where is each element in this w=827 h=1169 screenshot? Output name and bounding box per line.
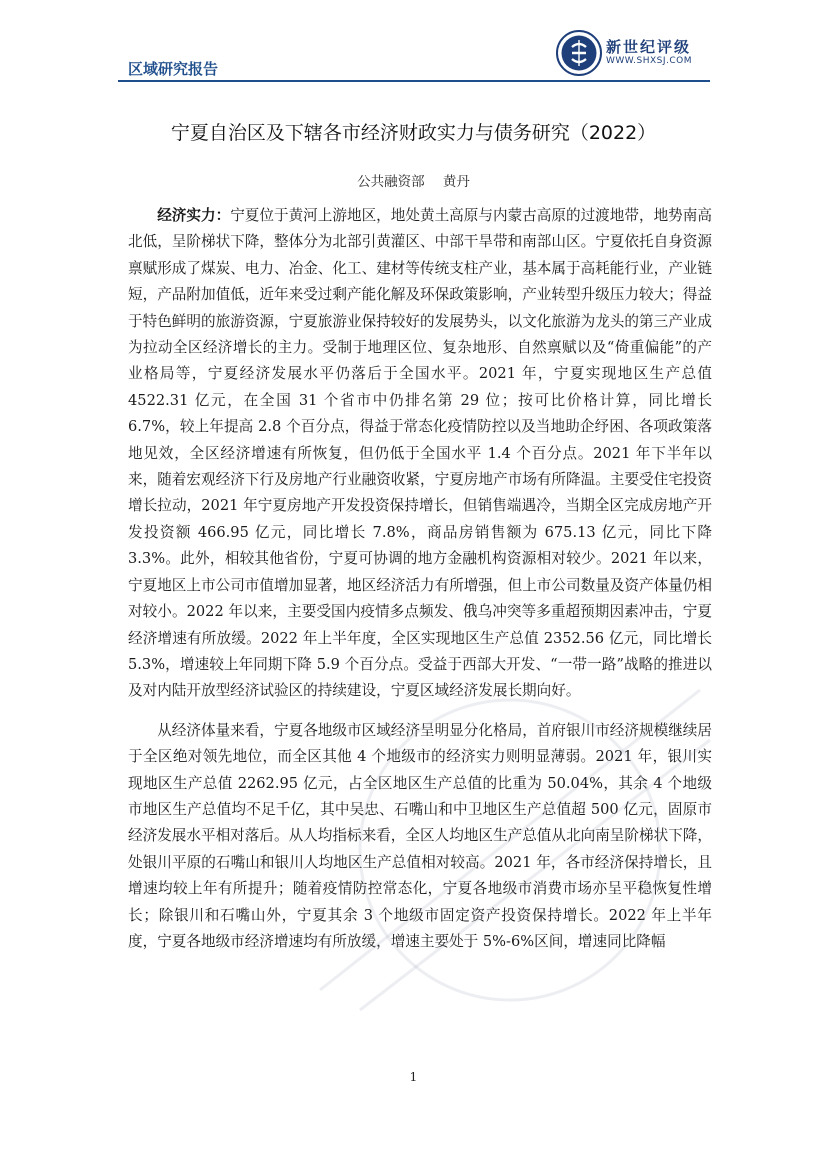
- company-logo-icon: [556, 30, 602, 76]
- paragraph-economic-scale: [128, 718, 712, 956]
- paragraph-economic-strength: [128, 203, 712, 705]
- header-divider: [118, 80, 710, 82]
- paragraph-lead: 经济实力：: [157, 207, 231, 224]
- report-category-label: 区域研究报告: [128, 60, 219, 78]
- company-website: WWW.SHXSJ.COM: [606, 56, 693, 66]
- document-title: 宁夏自治区及下辖各市经济财政实力与债务研究（2022）: [170, 122, 657, 144]
- author-line: [0, 170, 827, 190]
- paragraph-text: 从经济体量来看，宁夏各地级市区域经济呈明显分化格局，首府银川市经济规模继续居于全区绝对领先地位，而全区其他 4 个地级市的经济实力则明显薄弱。2021 年，银川实现地区生产总值 2262.95 亿元，占全区地区生产总值的比重为 50.04%，其余 4 个地级市地区生产总值均不足千亿，其中吴忠、石嘴山和中卫地区生产总值超 500 亿元，固原市经济发展水平相对落后。从人均指标来看，全区人均地区生产总值从北向南呈阶梯状下降，处银川平原的石嘴山和银川人均地区生产总值相对较高。2021 年，各市经济保持增长，且增速均较上年有所提升；随着疫情防控常态化，宁夏各地级市消费市场亦呈平稳恢复性增长；除银川和石嘴山外，宁夏其余 3 个地级市固定资产投资保持增长。2022 年上半年度，宁夏各地级市经济增速均有所放缓，增速主要处于 5%-6%区间，增速同比降幅: [128, 721, 712, 950]
- document-body: [128, 203, 712, 955]
- page-number: 1: [409, 1070, 418, 1084]
- company-logo-name: 新世纪评级: [606, 38, 692, 56]
- paragraph-text: 宁夏位于黄河上游地区，地处黄土高原与内蒙古高原的过渡地带，地势南高北低，呈阶梯状下降，整体分为北部引黄灌区、中部干旱带和南部山区。宁夏依托自身资源禀赋形成了煤炭、电力、冶金、化工、建材等传统支柱产业，基本属于高耗能行业，产业链短，产品附加值低，近年来受过剩产能化解及环保政策影响，产业转型升级压力较大；得益于特色鲜明的旅游资源，宁夏旅游业保持较好的发展势头，以文化旅游为龙头的第三产业成为拉动全区经济增长的主力。受制于地理区位、复杂地形、自然禀赋以及“倚重偏能”的产业格局等，宁夏经济发展水平仍落后于全国水平。2021 年，宁夏实现地区生产总值 4522.31 亿元，在全国 31 个省市中仍排名第 29 位；按可比价格计算，同比增长 6.7%，较上年提高 2.8 个百分点，得益于常态化疫情防控以及当地助企纾困、各项政策落地见效，全区经济增速有所恢复，但仍低于全国水平 1.4 个百分点。2021 年下半年以来，随着宏观经济下行及房地产行业融资收紧，宁夏房地产市场有所降温。主要受住宅投资增长拉动，2021 年宁夏房地产开发投资保持增长，但销售端遇冷，当期全区完成房地产开发投资额 466.95 亿元，同比增长 7.8%，商品房销售额为 675.13 亿元，同比下降 3.3%。此外，相较其他省份，宁夏可协调的地方金融机构资源相对较少。2021 年以来，宁夏地区上市公司市值增加显著，地区经济活力有所增强，但上市公司数量及资产体量仍相对较小。2022 年以来，主要受国内疫情多点频发、俄乌冲突等多重超预期因素冲击，宁夏经济增速有所放缓。2022 年上半年度，全区实现地区生产总值 2352.56 亿元，同比增长 5.3%，增速较上年同期下降 5.9 个百分点。受益于西部大开发、“一带一路”战略的推进以及对内陆开放型经济试验区的持续建设，宁夏区域经济发展长期向好。: [128, 207, 712, 700]
- author-department: 公共融资部: [357, 174, 425, 190]
- author-name: 黄丹: [442, 174, 470, 190]
